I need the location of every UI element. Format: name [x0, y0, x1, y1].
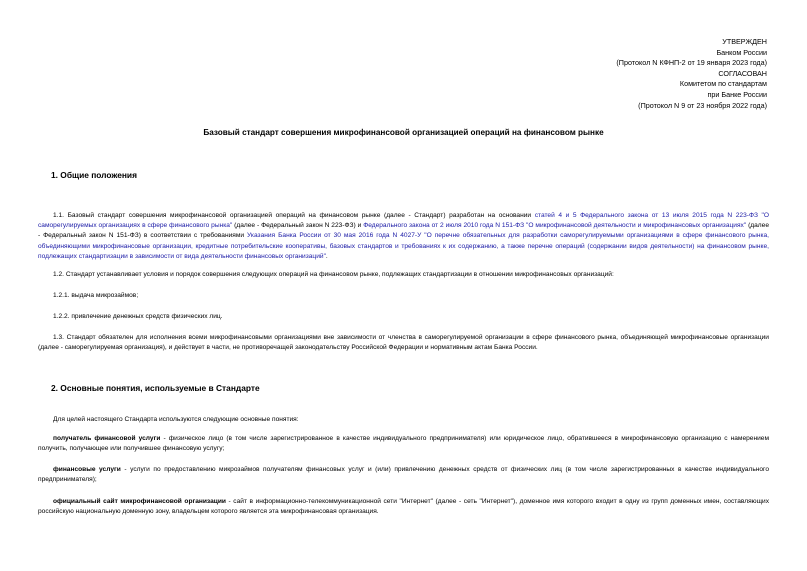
approval-line: (Протокол N КФНП-2 от 19 января 2023 года) — [616, 58, 767, 68]
definition-text: - физическое лицо (в том числе зарегистрированное в качестве индивидуального предпринимателя) или юридическое лицо, обратившееся в микрофинансовую организацию с намерением получить, получающее или получившее финансовую услугу; — [38, 435, 769, 453]
section-2-intro: Для целей настоящего Стандарта используются следующие основные понятия: — [53, 416, 299, 423]
definition-item — [38, 465, 769, 485]
paragraph-1-2-1: 1.2.1. выдача микрозаймов; — [53, 292, 139, 299]
definition-term: финансовые услуги — [53, 466, 121, 473]
section-2-heading: 2. Основные понятия, используемые в Стандарте — [51, 383, 260, 393]
approval-line: СОГЛАСОВАН — [718, 68, 767, 78]
directive-4027-link[interactable]: Указания Банка России от 30 мая 2016 года N 4027-У "О перечне обязательных для разработки саморегулируемыми организациями в сфере финансового рынка, объединяющими микрофинансовые организации, кредитные потребительские кооперативы, базовых стандартов и требованиях к их содержанию, а также перечне операций (содержании видов деятельности) на финансовом рынке, подлежащих стандартизации в зависимости от вида деятельности финансовых организаций" — [38, 232, 770, 260]
approval-stamp — [616, 37, 767, 111]
definition-text: - сайт в информационно-телекоммуникационной сети "Интернет" (далее - сеть "Интернет"), доменное имя которого входит в одну из групп доменных имен, составляющих российскую национальную доменную зону, владельцем которого является эта микрофинансовая организация. — [38, 498, 769, 516]
approval-line: (Протокол N 9 от 23 ноября 2022 года) — [638, 100, 767, 110]
document-title: Базовый стандарт совершения микрофинансовой организацией операций на финансовом рынке — [203, 128, 604, 137]
definition-item — [38, 434, 769, 454]
paragraph-text: . — [325, 252, 328, 260]
paragraph-1-2: 1.2. Стандарт устанавливает условия и порядок совершения следующих операций на финансовом рынке, подлежащих стандартизации в отношении микрофинансовых организаций: — [53, 271, 614, 278]
definition-term: официальный сайт микрофинансовой организации — [53, 498, 226, 505]
paragraph-1-3: 1.3. Стандарт обязателен для исполнения всеми микрофинансовыми организациями вне зависимости от членства в саморегулируемой организации в сфере финансового рынка, объединяющей микрофинансовые организации (далее - саморегулируемая организация), и действует в части, не противоречащей законодательству Российской Федерации и нормативным актам Банка России. — [38, 334, 769, 352]
approval-line: Банком России — [716, 47, 767, 57]
paragraph-1-1 — [38, 211, 769, 262]
approval-line: при Банке России — [707, 89, 767, 99]
definition-text: - услуги по предоставлению микрозаймов получателям финансовых услуг и (или) привлечению денежных средств от физических лиц (в том числе зарегистрированных в качестве индивидуального предпринимателя); — [38, 466, 769, 484]
paragraph-text: (далее - Федеральный закон N 223-ФЗ) и — [232, 222, 364, 230]
section-1-heading: 1. Общие положения — [51, 170, 137, 180]
paragraph-1-2-2: 1.2.2. привлечение денежных средств физических лиц. — [53, 313, 223, 320]
definition-term: получатель финансовой услуги — [53, 435, 161, 442]
law-223-link[interactable]: статей 4 и 5 Федерального закона от 13 июля 2015 года N 223-ФЗ "О саморегулируемых организациях в сфере финансового рынка" — [38, 212, 770, 230]
definition-item — [38, 497, 769, 517]
approval-line: Комитетом по стандартам — [679, 79, 767, 89]
law-151-link[interactable]: Федерального закона от 2 июля 2010 года N 151-ФЗ "О микрофинансовой деятельности и микрофинансовых организациях" — [363, 222, 747, 230]
paragraph-text: 1.1. Базовый стандарт совершения микрофинансовой организацией операций на финансовом рынке (далее - Стандарт) разработан на основании — [53, 212, 535, 219]
approval-line: УТВЕРЖДЕН — [722, 37, 767, 46]
paragraph-text: (далее - Федеральный закон N 151-ФЗ) в соответствии с требованиями — [38, 222, 769, 240]
